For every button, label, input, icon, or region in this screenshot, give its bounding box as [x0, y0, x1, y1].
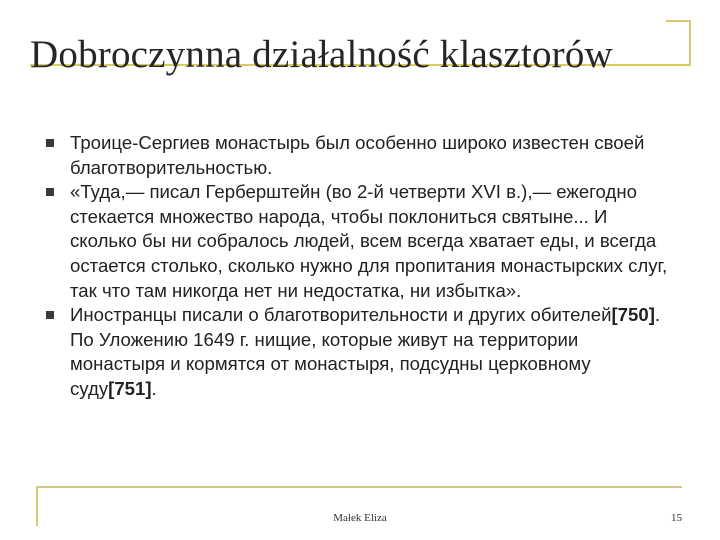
- square-bullet-icon: [46, 139, 54, 147]
- page-number: 15: [671, 512, 682, 524]
- footer-author: Małek Eliza: [333, 512, 387, 524]
- bullet-item-2: [46, 180, 676, 303]
- bullet-text-3-part3: .: [151, 377, 157, 399]
- square-bullet-icon: [46, 188, 54, 196]
- bullet-item-3: [46, 303, 676, 401]
- bullet-text-2: «Туда,— писал Герберштейн (во 2-й четверти XVI в.),— ежегодно стекается множество народа, чтобы поклониться святыне... И сколько бы ни собралось людей, всем всегда хватает еды, и всегда остается столько, сколько нужно для пропитания монастырских слуг, так что там никогда нет ни недостатка, ни избытка».: [70, 181, 668, 301]
- bullet-text-3-part1: Иностранцы писали о благотворительности и других обителей: [70, 304, 612, 326]
- bullet-list: [46, 131, 676, 402]
- footer-divider-line: [36, 486, 682, 488]
- slide-title: Dobroczynna działalność klasztorów: [30, 33, 613, 76]
- bullet-text-1: Троице-Сергиев монастырь был особенно широко известен своей благотворительностью.: [70, 132, 645, 178]
- footnote-ref-751[interactable]: [751]: [108, 377, 152, 399]
- footnote-ref-750[interactable]: [750]: [611, 304, 655, 326]
- title-top-border: [666, 20, 691, 22]
- bullet-item-1: [46, 131, 676, 180]
- footer-left-border: [36, 486, 38, 526]
- square-bullet-icon: [46, 311, 54, 319]
- title-right-border: [689, 20, 691, 66]
- bullet-text-3-part2: . По Уложению 1649 г. нищие, которые живут на территории монастыря и кормятся от монастыря, подсудны церковному суду: [70, 304, 661, 399]
